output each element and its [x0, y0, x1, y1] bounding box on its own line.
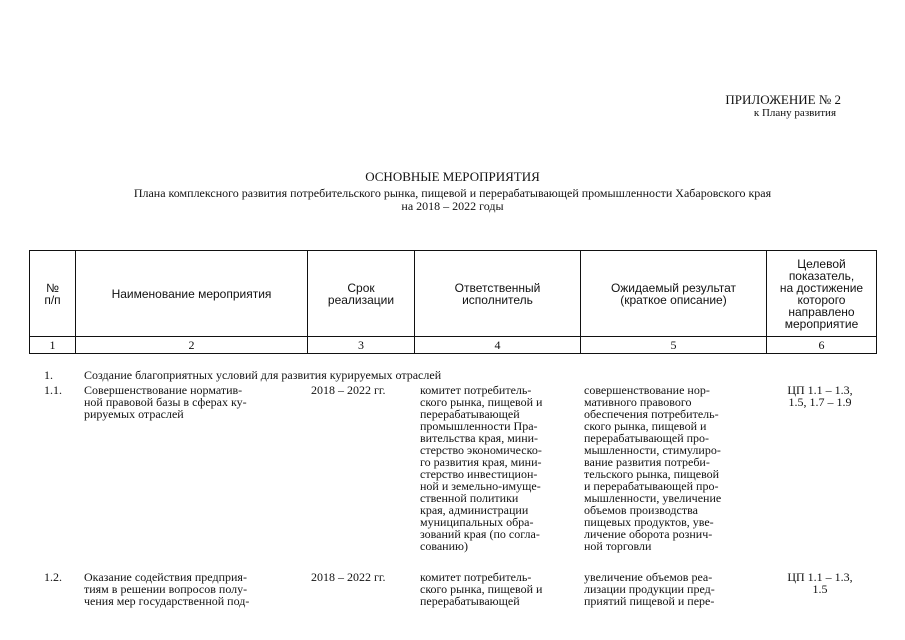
column-number: 5 [581, 337, 767, 354]
row-indicator: ЦП 1.1 – 1.3, 1.5 [787, 570, 853, 596]
column-number: 3 [308, 337, 415, 354]
appendix-title: ПРИЛОЖЕНИЕ № 2 [725, 92, 841, 107]
subtitle-line-1: Плана комплексного развития потребительского рынка, пищевой и перерабатывающей промышленности Хабаровского края [133, 186, 772, 200]
row-executor: комитет потребитель- ского рынка, пищевой и перерабатывающей промышленности Пра- вительства края, мини- стерство экономическо- го развития края, мини- стерство инвестицион- ной и земельно-имуще- ственной политики края, администрации муниципальных обра- зований края (по согла- сованию) [420, 383, 543, 553]
header-term: Срок реализации [308, 251, 415, 337]
row-result: увеличение объемов реа- лизации продукции пред- приятий пищевой и пере- [584, 570, 715, 608]
events-table-header [29, 250, 877, 354]
header-indicator: Целевой показатель, на достижение которого направлено мероприятие [767, 251, 877, 337]
column-number: 2 [76, 337, 308, 354]
row-term: 2018 – 2022 гг. [311, 383, 386, 397]
subtitle-line-2: на 2018 – 2022 годы [401, 199, 504, 213]
column-number: 6 [767, 337, 877, 354]
column-number: 4 [415, 337, 581, 354]
column-number-row [30, 337, 877, 354]
row-indicator: ЦП 1.1 – 1.3, 1.5, 1.7 – 1.9 [787, 383, 853, 409]
header-name: Наименование мероприятия [76, 251, 308, 337]
header-executor: Ответственный исполнитель [415, 251, 581, 337]
row-term: 2018 – 2022 гг. [311, 570, 386, 584]
document-subtitle [40, 187, 865, 213]
row-name: Совершенствование норматив- ной правовой базы в сферах ку- рируемых отраслей [84, 383, 247, 421]
document-title: ОСНОВНЫЕ МЕРОПРИЯТИЯ [365, 169, 540, 184]
header-num: № п/п [30, 251, 76, 337]
section-number: 1. [44, 368, 53, 382]
row-number: 1.1. [44, 383, 62, 397]
column-number: 1 [30, 337, 76, 354]
row-executor: комитет потребитель- ского рынка, пищевой и перерабатывающей [420, 570, 543, 608]
header-result: Ожидаемый результат (краткое описание) [581, 251, 767, 337]
appendix-subtitle: к Плану развития [753, 107, 836, 119]
row-number: 1.2. [44, 570, 62, 584]
section-title: Создание благоприятных условий для развития курируемых отраслей [84, 368, 442, 382]
header-row [30, 251, 877, 337]
row-name: Оказание содействия предприя- тиям в решении вопросов полу- чения мер государственной под- [84, 570, 250, 608]
row-result: совершенствование нор- мативного правового обеспечения потребитель- ского рынка, пищевой и перерабатывающей про- мышленности, стимулиро- вание развития потреби- тельского рынка, пищевой и перерабатывающей про- мышленности, увеличение объемов производства пищевых продуктов, уве- личение оборота рознич- ной торговли [584, 383, 722, 553]
